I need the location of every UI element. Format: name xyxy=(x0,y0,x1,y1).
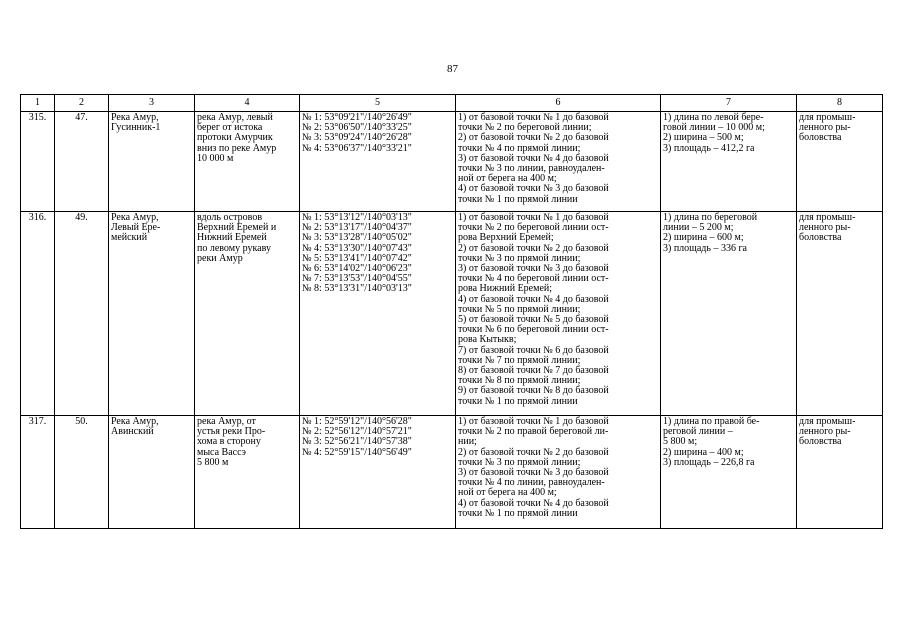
area-dimensions: 1) длина по береговой линии – 5 200 м; 2) ширина – 600 м; 3) площадь – 336 га xyxy=(661,212,797,416)
table-row xyxy=(21,212,883,416)
row-number: 316. xyxy=(21,212,55,416)
boundary-description: 1) от базовой точки № 1 до базовой точки № 2 по береговой линии; 2) от базовой точки № 2 до базовой точки № 4 по прямой линии; 3) от базовой точки № 4 до базовой точки № 3 по линии, равноудален- ной от берега на 400 м; 4) от базовой точки № 3 до базовой точки № 1 по прямой линии xyxy=(456,112,661,212)
boundary-description: 1) от базовой точки № 1 до базовой точки № 2 по правой береговой ли- нии; 2) от базовой точки № 2 до базовой точки № 3 по прямой линии; 3) от базовой точки № 3 до базовой точки № 4 по линии, равноудален- ной от берега на 400 м; 4) от базовой точки № 4 до базовой точки № 1 по прямой линии xyxy=(456,416,661,529)
area-dimensions: 1) длина по левой бере- говой линии – 10 000 м; 2) ширина – 500 м; 3) площадь – 412,2 га xyxy=(661,112,797,212)
header-row xyxy=(21,95,883,112)
area-number: 47. xyxy=(55,112,109,212)
table-row xyxy=(21,416,883,529)
column-header-7: 7 xyxy=(661,95,797,112)
column-header-3: 3 xyxy=(109,95,195,112)
area-purpose: для промыш- ленного ры- боловства xyxy=(797,112,883,212)
column-header-4: 4 xyxy=(195,95,300,112)
row-number: 315. xyxy=(21,112,55,212)
column-header-6: 6 xyxy=(456,95,661,112)
base-point-coordinates: № 1: 53°13'12"/140°03'13" № 2: 53°13'17"/140°04'37" № 3: 53°13'28"/140°05'02" № 4: 53°13'30"/140°07'43" № 5: 53°13'41"/140°07'42" № 6: 53°14'02"/140°06'23" № 7: 53°13'53"/140°04'55" № 8: 53°13'31"/140°03'13" xyxy=(300,212,456,416)
area-location: река Амур, левый берег от истока протоки Амурчик вниз по реке Амур 10 000 м xyxy=(195,112,300,212)
area-purpose: для промыш- ленного ры- боловства xyxy=(797,212,883,416)
column-header-5: 5 xyxy=(300,95,456,112)
row-number: 317. xyxy=(21,416,55,529)
area-name: Река Амур, Авинский xyxy=(109,416,195,529)
base-point-coordinates: № 1: 53°09'21"/140°26'49" № 2: 53°06'50"/140°33'25" № 3: 53°09'24"/140°26'28" № 4: 53°06'37"/140°33'21" xyxy=(300,112,456,212)
column-header-1: 1 xyxy=(21,95,55,112)
area-name: Река Амур, Гусинник-1 xyxy=(109,112,195,212)
table-row xyxy=(21,112,883,212)
area-location: река Амур, от устья реки Про- хома в сторону мыса Вассэ 5 800 м xyxy=(195,416,300,529)
column-header-8: 8 xyxy=(797,95,883,112)
fishing-areas-table xyxy=(20,94,883,529)
area-name: Река Амур, Левый Ере- мейский xyxy=(109,212,195,416)
column-header-2: 2 xyxy=(55,95,109,112)
area-dimensions: 1) длина по правой бе- реговой линии – 5 800 м; 2) ширина – 400 м; 3) площадь – 226,8 га xyxy=(661,416,797,529)
area-number: 50. xyxy=(55,416,109,529)
area-location: вдоль островов Верхний Еремей и Нижний Еремей по левому рукаву реки Амур xyxy=(195,212,300,416)
area-purpose: для промыш- ленного ры- боловства xyxy=(797,416,883,529)
area-number: 49. xyxy=(55,212,109,416)
boundary-description: 1) от базовой точки № 1 до базовой точки № 2 по береговой линии ост- рова Верхний Еремей; 2) от базовой точки № 2 до базовой точки № 3 по прямой линии; 3) от базовой точки № 3 до базовой точки № 4 по береговой линии ост- рова Нижний Еремей; 4) от базовой точки № 4 до базовой точки № 5 по прямой линии; 5) от базовой точки № 5 до базовой точки № 6 по береговой линии ост- рова Кытыкв; 7) от базовой точки № 6 до базовой точки № 7 по прямой линии; 8) от базовой точки № 7 до базовой точки № 8 по прямой линии; 9) от базовой точки № 8 до базовой точки № 1 по прямой линии xyxy=(456,212,661,416)
page-number: 87 xyxy=(447,63,458,75)
base-point-coordinates: № 1: 52°59'12"/140°56'28" № 2: 52°56'12"/140°57'21" № 3: 52°56'21"/140°57'38" № 4: 52°59'15"/140°56'49" xyxy=(300,416,456,529)
